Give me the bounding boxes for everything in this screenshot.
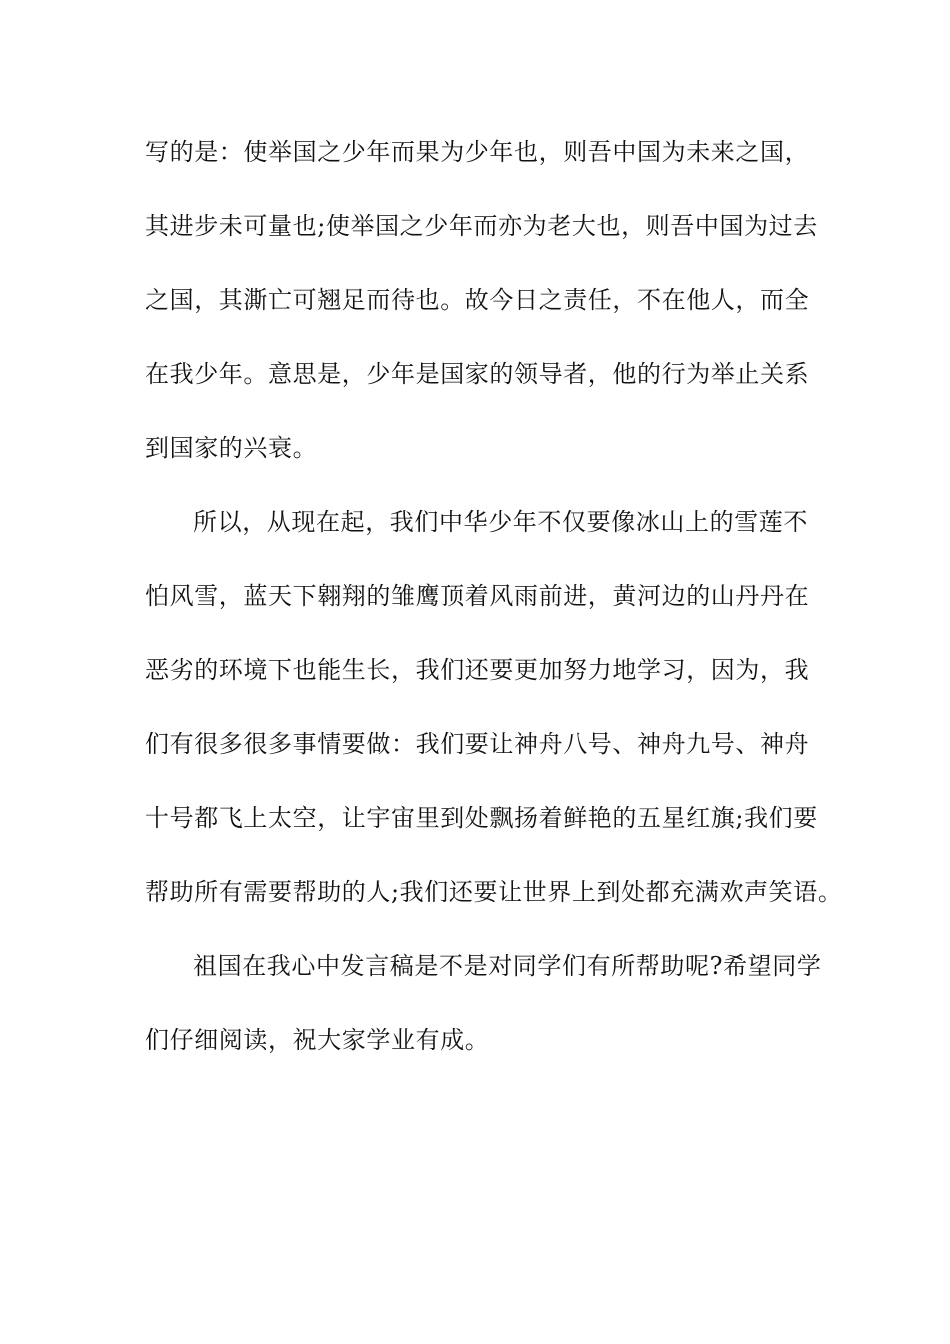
text-line: 帮助所有需要帮助的人;我们还要让世界上到处都充满欢声笑语。 <box>145 878 843 906</box>
text-line: 其进步未可量也;使举国之少年而亦为老大也，则吾中国为过去 <box>145 212 818 240</box>
text-line: 十号都飞上太空，让宇宙里到处飘扬着鲜艳的五星红旗;我们要 <box>145 804 818 832</box>
body-text <box>145 130 843 1092</box>
paragraph-start-line: 祖国在我心中发言稿是不是对同学们有所帮助呢?希望同学 <box>193 952 822 980</box>
text-line: 们有很多很多事情要做：我们要让神舟八号、神舟九号、神舟 <box>145 730 810 758</box>
text-line: 怕风雪，蓝天下翱翔的雏鹰顶着风雨前进，黄河边的山丹丹在 <box>145 582 810 610</box>
text-line: 写的是：使举国之少年而果为少年也，则吾中国为未来之国， <box>145 138 810 166</box>
paragraph-start-line: 所以，从现在起，我们中华少年不仅要像冰山上的雪莲不 <box>193 508 808 536</box>
text-line: 之国，其澌亡可翘足而待也。故今日之责任，不在他人，而全 <box>145 286 810 314</box>
text-line: 恶劣的环境下也能生长，我们还要更加努力地学习，因为，我 <box>145 656 810 684</box>
text-line: 到国家的兴衰。 <box>145 434 318 462</box>
text-line: 在我少年。意思是，少年是国家的领导者，他的行为举止关系 <box>145 360 810 388</box>
text-line: 们仔细阅读，祝大家学业有成。 <box>145 1026 490 1054</box>
